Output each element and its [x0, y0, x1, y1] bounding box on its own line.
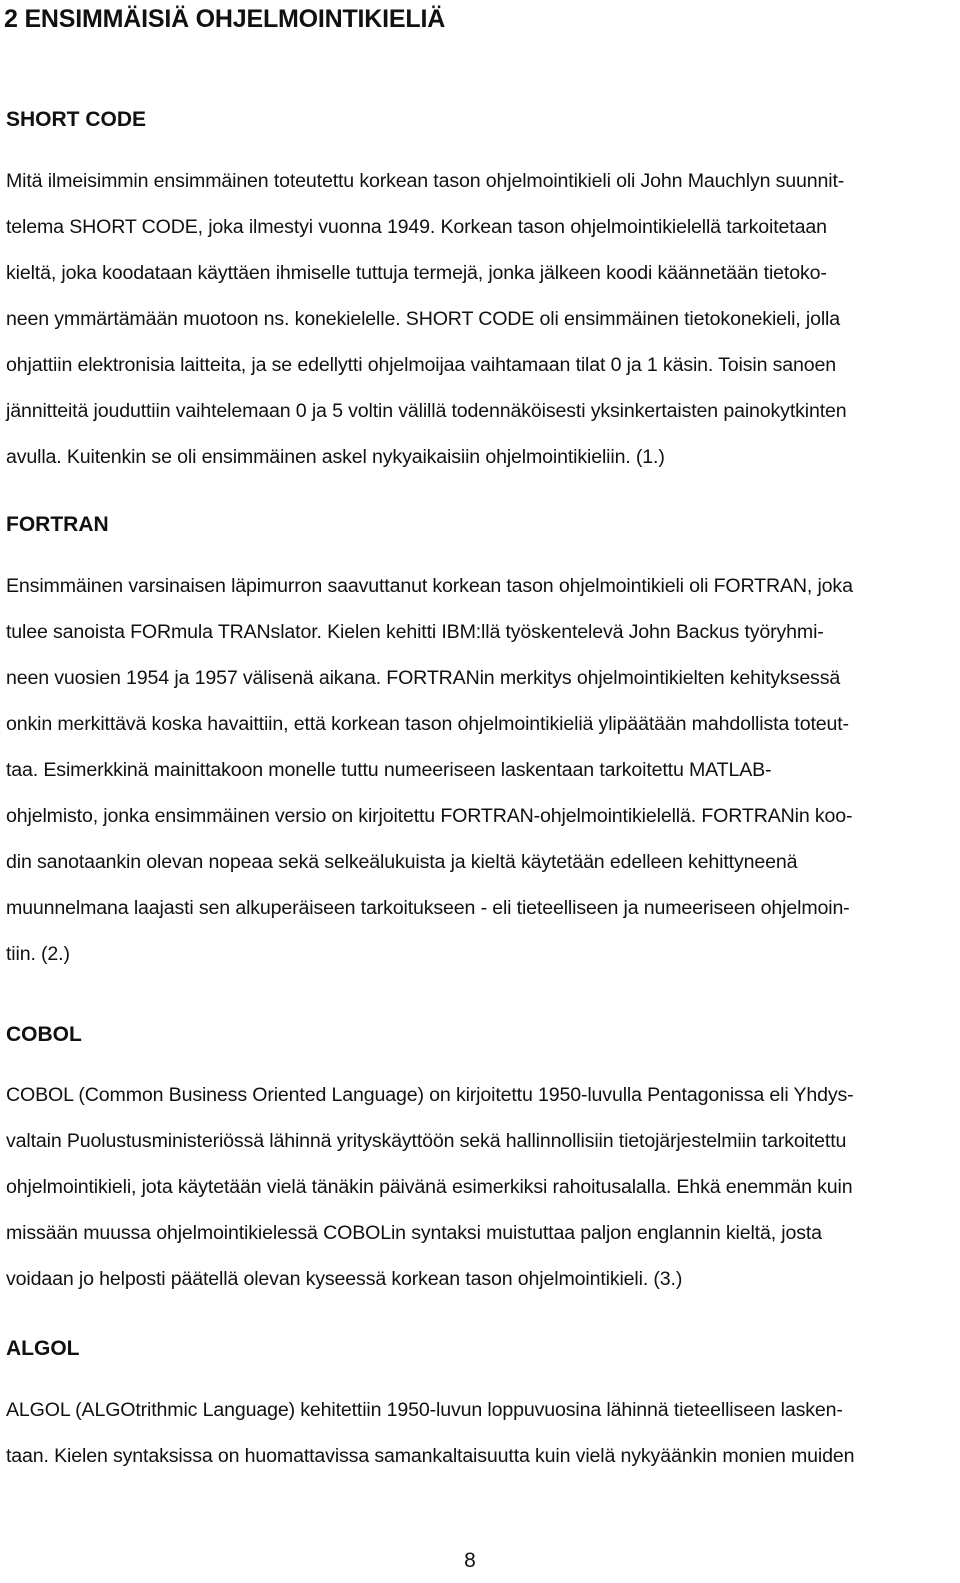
text-line: Ensimmäinen varsinaisen läpimurron saavuttanut korkean tason ohjelmointikieli oli FORTRAN, joka — [6, 575, 853, 597]
section-heading-algol: ALGOL — [6, 1337, 80, 1360]
text-line: Mitä ilmeisimmin ensimmäinen toteutettu korkean tason ohjelmointikieli oli John Mauchlyn suunnit- — [6, 170, 845, 192]
page-number: 8 — [464, 1549, 476, 1572]
text-line: jännitteitä jouduttiin vaihtelemaan 0 ja 5 voltin välillä todennäköisesti yksinkertaisten painokytkinten — [6, 400, 847, 422]
text-line: taa. Esimerkkinä mainittakoon monelle tuttu numeeriseen laskentaan tarkoitettu MATLAB- — [6, 759, 772, 781]
text-line: taan. Kielen syntaksissa on huomattavissa samankaltaisuutta kuin vielä nykyäänkin monien muiden — [6, 1445, 855, 1467]
text-line: neen ymmärtämään muotoon ns. konekielelle. SHORT CODE oli ensimmäinen tietokonekieli, jolla — [6, 308, 841, 330]
section-body-short-code — [6, 158, 952, 480]
text-line: avulla. Kuitenkin se oli ensimmäinen askel nykyaikaisiin ohjelmointikieliin. (1.) — [6, 446, 665, 468]
text-line: neen vuosien 1954 ja 1957 välisenä aikana. FORTRANin merkitys ohjelmointikielten kehityksessä — [6, 667, 841, 689]
text-line: COBOL (Common Business Oriented Language) on kirjoitettu 1950-luvulla Pentagonissa eli Yhdys- — [6, 1084, 854, 1106]
text-line: tiin. (2.) — [6, 943, 70, 965]
text-line: ALGOL (ALGOtrithmic Language) kehitettiin 1950-luvun loppuvuosina lähinnä tieteelliseen lasken- — [6, 1399, 843, 1421]
text-line: valtain Puolustusministeriössä lähinnä yrityskäyttöön sekä hallinnollisiin tietojärjestelmiin tarkoitettu — [6, 1130, 847, 1152]
text-line: muunnelmana laajasti sen alkuperäiseen tarkoitukseen - eli tieteelliseen ja numeeriseen ohjelmoin- — [6, 897, 850, 919]
text-line: telema SHORT CODE, joka ilmestyi vuonna 1949. Korkean tason ohjelmointikielellä tarkoitetaan — [6, 216, 827, 238]
text-line: onkin merkittävä koska havaittiin, että korkean tason ohjelmointikieliä ylipäätään mahdollista toteut- — [6, 713, 849, 735]
section-body-algol — [6, 1387, 952, 1479]
section-heading-short-code: SHORT CODE — [6, 108, 147, 131]
text-line: ohjelmisto, jonka ensimmäinen versio on kirjoitettu FORTRAN-ohjelmointikielellä. FORTRANin koo- — [6, 805, 853, 827]
text-line: voidaan jo helposti päätellä olevan kyseessä korkean tason ohjelmointikieli. (3.) — [6, 1268, 683, 1290]
text-line: tulee sanoista FORmula TRANslator. Kielen kehitti IBM:llä työskentelevä John Backus työryhmi- — [6, 621, 824, 643]
section-body-cobol — [6, 1072, 952, 1302]
text-line: missään muussa ohjelmointikielessä COBOLin syntaksi muistuttaa paljon englannin kieltä, josta — [6, 1222, 822, 1244]
chapter-title: 2 ENSIMMÄISIÄ OHJELMOINTIKIELIÄ — [4, 5, 446, 33]
text-line: din sanotaankin olevan nopeaa sekä selkeälukuista ja kieltä käytetään edelleen kehittyneenä — [6, 851, 798, 873]
section-body-fortran — [6, 563, 952, 977]
section-heading-cobol: COBOL — [6, 1023, 82, 1046]
section-heading-fortran: FORTRAN — [6, 513, 109, 536]
text-line: ohjattiin elektronisia laitteita, ja se edellytti ohjelmoijaa vaihtamaan tilat 0 ja 1 käsin. Toisin sanoen — [6, 354, 837, 376]
text-line: kieltä, joka koodataan käyttäen ihmiselle tuttuja termejä, jonka jälkeen koodi käännetään tietoko- — [6, 262, 827, 284]
text-line: ohjelmointikieli, jota käytetään vielä tänäkin päivänä esimerkiksi rahoitusalalla. Ehkä enemmän kuin — [6, 1176, 853, 1198]
